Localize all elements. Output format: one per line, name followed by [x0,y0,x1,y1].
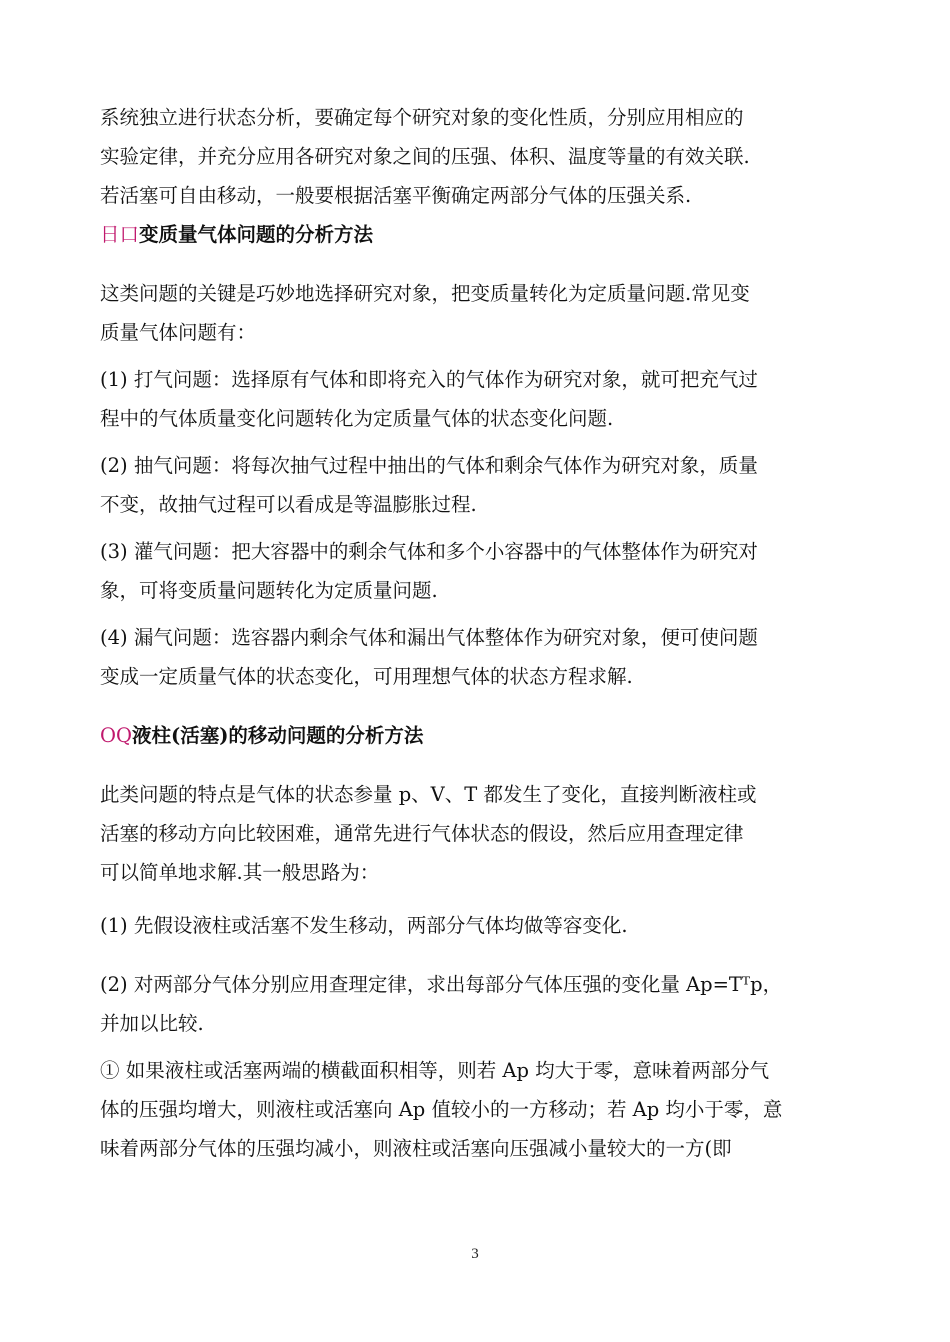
section2-step-3-line-2: 体的压强均增大，则液柱或活塞向 Ap 值较小的一方移动；若 Ap 均小于零，意 [100,1098,783,1121]
page-number: 3 [471,1246,479,1262]
section1-item-2-line-1: (2) 抽气问题：将每次抽气过程中抽出的气体和剩余气体作为研究对象，质量 [100,454,758,477]
section1-item-4-line-1: (4) 漏气问题：选容器内剩余气体和漏出气体整体作为研究对象，便可使问题 [100,626,758,649]
section2-step-1: (1) 先假设液柱或活塞不发生移动，两部分气体均做等容变化. [100,914,628,937]
document-body [100,98,852,1168]
intro-line-2: 实验定律，并充分应用各研究对象之间的压强、体积、温度等量的有效关联. [100,145,750,168]
section1-item-1-line-1: (1) 打气问题：选择原有气体和即将充入的气体作为研究对象，就可把充气过 [100,368,758,391]
section2-step-2-line-2: 并加以比较. [100,1012,204,1035]
section1-item-3-line-2: 象，可将变质量问题转化为定质量问题. [100,579,438,602]
section2-step-3-line-1: ① 如果液柱或活塞两端的横截面积相等，则若 Ap 均大于零，意味着两部分气 [100,1059,770,1082]
section1-item-1-line-2: 程中的气体质量变化问题转化为定质量气体的状态变化问题. [100,407,614,430]
section2-step-3-line-3: 味着两部分气体的压强均减小，则液柱或活塞向压强减小量较大的一方(即 [100,1137,732,1160]
section2-intro-line-2: 活塞的移动方向比较困难，通常先进行气体状态的假设，然后应用查理定律 [100,822,744,845]
section1-item-4-line-2: 变成一定质量气体的状态变化，可用理想气体的状态方程求解. [100,665,633,688]
section1-item-3-line-1: (3) 灌气问题：把大容器中的剩余气体和多个小容器中的气体整体作为研究对 [100,540,758,563]
section1-intro-line-1: 这类问题的关键是巧妙地选择研究对象，把变质量转化为定质量问题.常见变 [100,282,750,305]
section2-heading [100,716,852,755]
section2-intro-line-3: 可以简单地求解.其一般思路为： [100,861,380,884]
section2-intro-line-1: 此类问题的特点是气体的状态参量 p、V、T 都发生了变化，直接判断液柱或 [100,783,757,806]
section1-title: 变质量气体问题的分析方法 [139,223,374,246]
section1-item-2-line-2: 不变，故抽气过程可以看成是等温膨胀过程. [100,493,477,516]
section2-title: 液柱(活塞)的移动问题的分析方法 [131,724,424,747]
section2-step-2-line-1: (2) 对两部分气体分别应用查理定律，求出每部分气体压强的变化量 Ap=Tᵀp， [100,973,783,996]
section1-marker: 日口 [100,223,140,246]
intro-line-1: 系统独立进行状态分析，要确定每个研究对象的变化性质，分别应用相应的 [100,106,744,129]
section1-heading [100,215,852,254]
section2-marker: OQ [100,724,132,747]
section1-intro-line-2: 质量气体问题有： [100,321,257,344]
intro-line-3: 若活塞可自由移动，一般要根据活塞平衡确定两部分气体的压强关系. [100,184,692,207]
